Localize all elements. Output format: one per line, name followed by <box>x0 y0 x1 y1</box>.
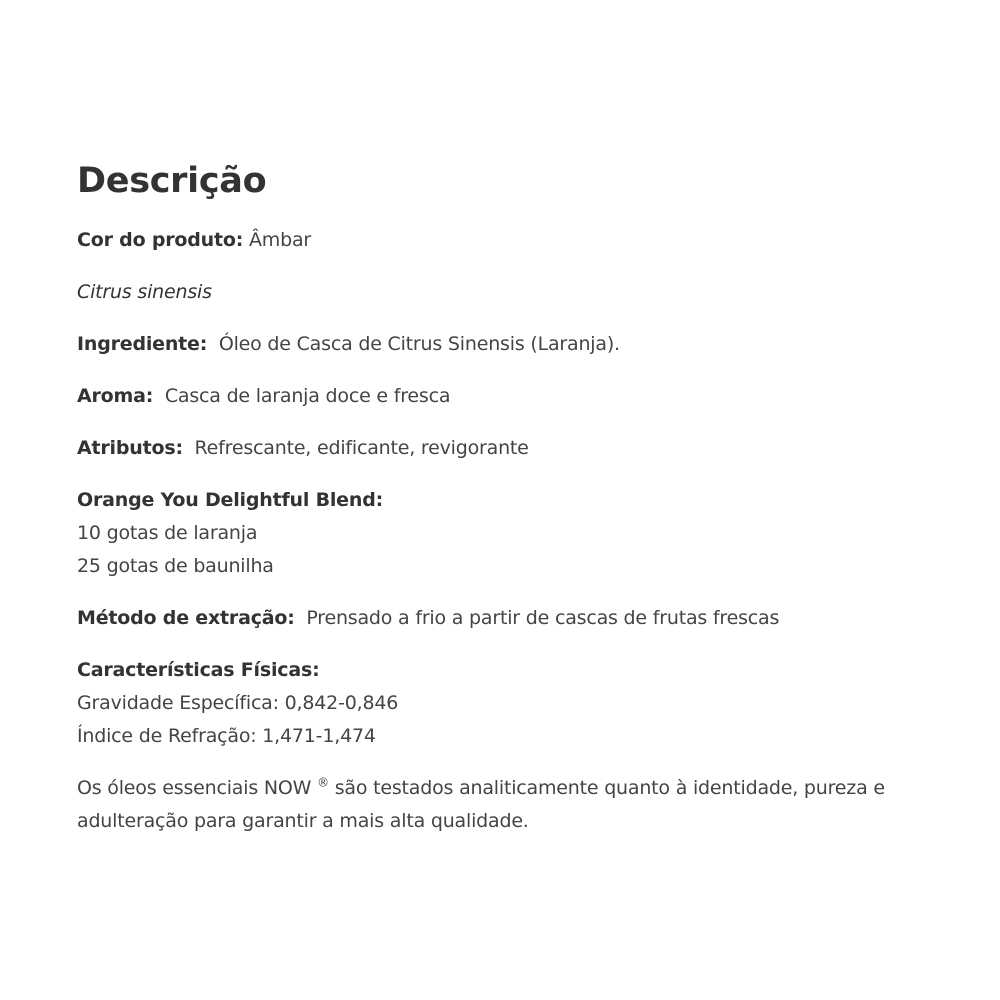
quality-statement <box>77 772 937 838</box>
attributes-row <box>77 432 937 465</box>
section-title: Descrição <box>77 161 267 201</box>
statement-text-line2: adulteração para garantir a mais alta qualidade. <box>77 810 529 832</box>
blend-line: 25 gotas de baunilha <box>77 555 274 577</box>
aroma-label: Aroma: <box>77 385 154 407</box>
aroma-value: Casca de laranja doce e fresca <box>153 385 451 407</box>
aroma-row <box>77 380 937 413</box>
description-section <box>77 150 937 838</box>
statement-text-end: são testados analiticamente quanto à identidade, pureza e <box>328 777 885 799</box>
statement-text-start: Os óleos essenciais NOW <box>77 777 318 799</box>
physical-line: Gravidade Específica: 0,842-0,846 <box>77 692 399 714</box>
ingredient-label: Ingrediente: <box>77 333 208 355</box>
extraction-row <box>77 602 937 635</box>
attributes-value: Refrescante, edificante, revigorante <box>182 437 529 459</box>
blend-block <box>77 484 937 583</box>
species-name: Citrus sinensis <box>77 281 212 303</box>
blend-line: 10 gotas de laranja <box>77 522 258 544</box>
physical-label: Características Físicas: <box>77 659 320 681</box>
extraction-label: Método de extração: <box>77 607 295 629</box>
ingredient-value: Óleo de Casca de Citrus Sinensis (Laranja). <box>207 333 620 355</box>
species-row <box>77 276 937 309</box>
ingredient-row <box>77 328 937 361</box>
blend-label: Orange You Delightful Blend: <box>77 489 383 511</box>
physical-line: Índice de Refração: 1,471-1,474 <box>77 725 376 747</box>
attributes-label: Atributos: <box>77 437 183 459</box>
product-color-row <box>77 224 937 257</box>
registered-mark: ® <box>317 775 329 790</box>
physical-block <box>77 654 937 753</box>
extraction-value: Prensado a frio a partir de cascas de frutas frescas <box>294 607 780 629</box>
product-color-label: Cor do produto: <box>77 229 244 251</box>
product-color-value: Âmbar <box>243 229 312 251</box>
